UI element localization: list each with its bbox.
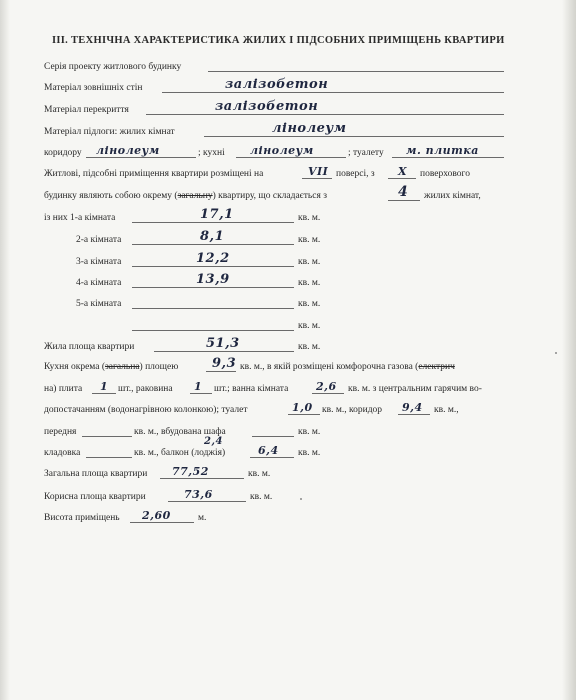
- wardrobe-line: [252, 436, 294, 437]
- building-text-c: жилих кімнат,: [424, 191, 481, 201]
- living-area-label: Жила площа квартири: [44, 342, 135, 352]
- hall-line: [82, 436, 132, 437]
- stove-count: 1: [100, 380, 109, 393]
- stove-count-line: [92, 393, 116, 394]
- storage-row: [0, 436, 576, 461]
- residential-text-b: поверсі, з: [336, 169, 375, 179]
- total-area-line: [160, 478, 244, 479]
- height-label: Висота приміщень: [44, 513, 120, 523]
- room-label: із них 1-а кімната: [44, 213, 116, 223]
- kitchen-area-row: [0, 355, 576, 375]
- room-unit: кв. м.: [298, 299, 321, 309]
- building-row: [0, 184, 576, 204]
- residential-text-a: Житлові, підсобні приміщення квартири розміщені на: [44, 169, 264, 179]
- ceiling-value: залізобетон: [215, 99, 319, 114]
- useful-area-line: [168, 501, 246, 502]
- bath-area-line: [312, 393, 344, 394]
- room-unit: кв. м.: [298, 235, 321, 245]
- floor-row: [0, 120, 576, 140]
- height-value: 2,60: [142, 509, 171, 522]
- stove-text-b: шт., раковина: [118, 384, 173, 394]
- floor-line: [204, 136, 504, 137]
- total-area-row: [0, 462, 576, 482]
- height-unit: м.: [198, 513, 207, 523]
- room-row: [0, 271, 576, 291]
- room-extra-line: [132, 330, 294, 331]
- balcony-unit: кв. м.: [298, 448, 321, 458]
- rooms-count-line: [388, 200, 420, 201]
- toilet-value: м. плитка: [406, 144, 479, 157]
- room-extra-unit: кв. м.: [298, 321, 321, 331]
- room-value: 17,1: [200, 207, 234, 222]
- kitchen-line: [236, 157, 346, 158]
- storage-line: [86, 457, 132, 458]
- floor-no-line: [302, 178, 332, 179]
- floor-label: Матеріал підлоги: жилих кімнат: [44, 127, 175, 137]
- ceiling-line: [146, 114, 504, 115]
- room-line: [132, 222, 294, 223]
- toilet-area: 1,0: [292, 401, 313, 414]
- floor-no-value: VII: [308, 165, 329, 178]
- series-line: [208, 71, 504, 72]
- water-text-a: допостачанням (водонагрівною колонкою); туалет: [44, 405, 248, 415]
- room-row: [0, 250, 576, 270]
- room-label: 5-а кімната: [76, 299, 122, 309]
- stove-text-d: кв. м. з центральним гарячим во-: [348, 384, 482, 394]
- useful-area-row: [0, 485, 576, 505]
- height-line: [130, 522, 194, 523]
- walls-value: залізобетон: [225, 77, 329, 92]
- room-line: [132, 308, 294, 309]
- kitchen-area-line: [206, 371, 236, 372]
- corridor-prefix: коридору: [44, 148, 82, 158]
- total-area-label: Загальна площа квартири: [44, 469, 148, 479]
- room-line: [132, 244, 294, 245]
- bath-area: 2,6: [316, 380, 337, 393]
- useful-area-unit: кв. м.: [250, 492, 273, 502]
- water-text-b: кв. м., коридор: [322, 405, 383, 415]
- corridor-area-line: [398, 414, 430, 415]
- corridor-line: [86, 157, 196, 158]
- stove-text-c: шт.; ванна кімната: [214, 384, 289, 394]
- rooms-count-value: 4: [398, 184, 409, 200]
- useful-area-label: Корисна площа квартири: [44, 492, 146, 502]
- kitchen-label: ; кухні: [198, 148, 225, 158]
- kitchen-sep-text: Кухня окрема (загальна) площею: [44, 362, 179, 372]
- total-area-value: 77,52: [172, 465, 209, 478]
- storage-label: кладовка: [44, 448, 81, 458]
- kitchen-area-value: 9,3: [212, 356, 237, 371]
- series-label: Серія проекту житлового будинку: [44, 62, 182, 72]
- toilet-area-line: [288, 414, 320, 415]
- building-text: будинку являють собою окрему (загальну) квартиру, що складається з: [44, 191, 327, 201]
- room-unit: кв. м.: [298, 278, 321, 288]
- room-row: [0, 292, 576, 312]
- balcony-label: кв. м., балкон (лоджія): [134, 448, 226, 458]
- balcony-area-top: 2,4: [204, 436, 223, 447]
- hall-row: [0, 420, 576, 440]
- water-text-c: кв. м.,: [434, 405, 459, 415]
- room-unit: кв. м.: [298, 257, 321, 267]
- water-row: [0, 398, 576, 418]
- residential-text-c: поверхового: [420, 169, 470, 179]
- room-label: 3-а кімната: [76, 257, 122, 267]
- room-line: [132, 266, 294, 267]
- living-area-line: [154, 351, 294, 352]
- room-value: 13,9: [196, 272, 230, 287]
- useful-area-value: 73,6: [184, 488, 213, 501]
- walls-label: Матеріал зовнішніх стін: [44, 83, 143, 93]
- floors-total-line: [388, 178, 416, 179]
- hall-text-b: кв. м., вбудована шафа: [134, 427, 226, 437]
- stove-text-a: на) плита: [44, 384, 83, 394]
- room-row: [0, 206, 576, 226]
- walls-line: [162, 92, 504, 93]
- ceiling-row: [0, 98, 576, 118]
- kitchen-sep-text-c: кв. м., в якій розміщені комфорочна газова (електрич: [240, 362, 455, 372]
- section-title: III. ТЕХНІЧНА ХАРАКТЕРИСТИКА ЖИЛИХ І ПІДСОБНИХ ПРИМІЩЕНЬ КВАРТИРИ: [52, 35, 505, 46]
- scan-speck: [555, 352, 557, 354]
- hall-label: передня: [44, 427, 77, 437]
- room-unit: кв. м.: [298, 213, 321, 223]
- surfaces-row: [0, 141, 576, 161]
- floors-total-value: X: [398, 165, 408, 178]
- residential-row: [0, 162, 576, 182]
- corridor-value: лінолеум: [96, 144, 160, 157]
- room-line: [132, 287, 294, 288]
- stove-row: [0, 377, 576, 397]
- sink-count-line: [190, 393, 212, 394]
- scan-speck: [300, 498, 302, 500]
- kitchen-value: лінолеум: [250, 144, 314, 157]
- room-value: 8,1: [200, 229, 225, 244]
- toilet-line: [392, 157, 504, 158]
- balcony-line: [250, 457, 294, 458]
- living-area-value: 51,3: [206, 336, 240, 351]
- total-area-unit: кв. м.: [248, 469, 271, 479]
- room-label: 2-а кімната: [76, 235, 122, 245]
- floor-value: лінолеум: [272, 121, 347, 136]
- room-value: 12,2: [196, 251, 230, 266]
- room-extra-row: [0, 314, 576, 334]
- sink-count: 1: [194, 380, 203, 393]
- living-area-row: [0, 335, 576, 355]
- series-row: [0, 55, 576, 75]
- walls-row: [0, 76, 576, 96]
- room-label: 4-а кімната: [76, 278, 122, 288]
- height-row: [0, 506, 576, 526]
- living-area-unit: кв. м.: [298, 342, 321, 352]
- room-row: [0, 228, 576, 248]
- toilet-label: ; туалету: [348, 148, 384, 158]
- hall-unit: кв. м.: [298, 427, 321, 437]
- corridor-area: 9,4: [402, 401, 423, 414]
- balcony-area: 6,4: [258, 444, 279, 457]
- ceiling-label: Матеріал перекриття: [44, 105, 129, 115]
